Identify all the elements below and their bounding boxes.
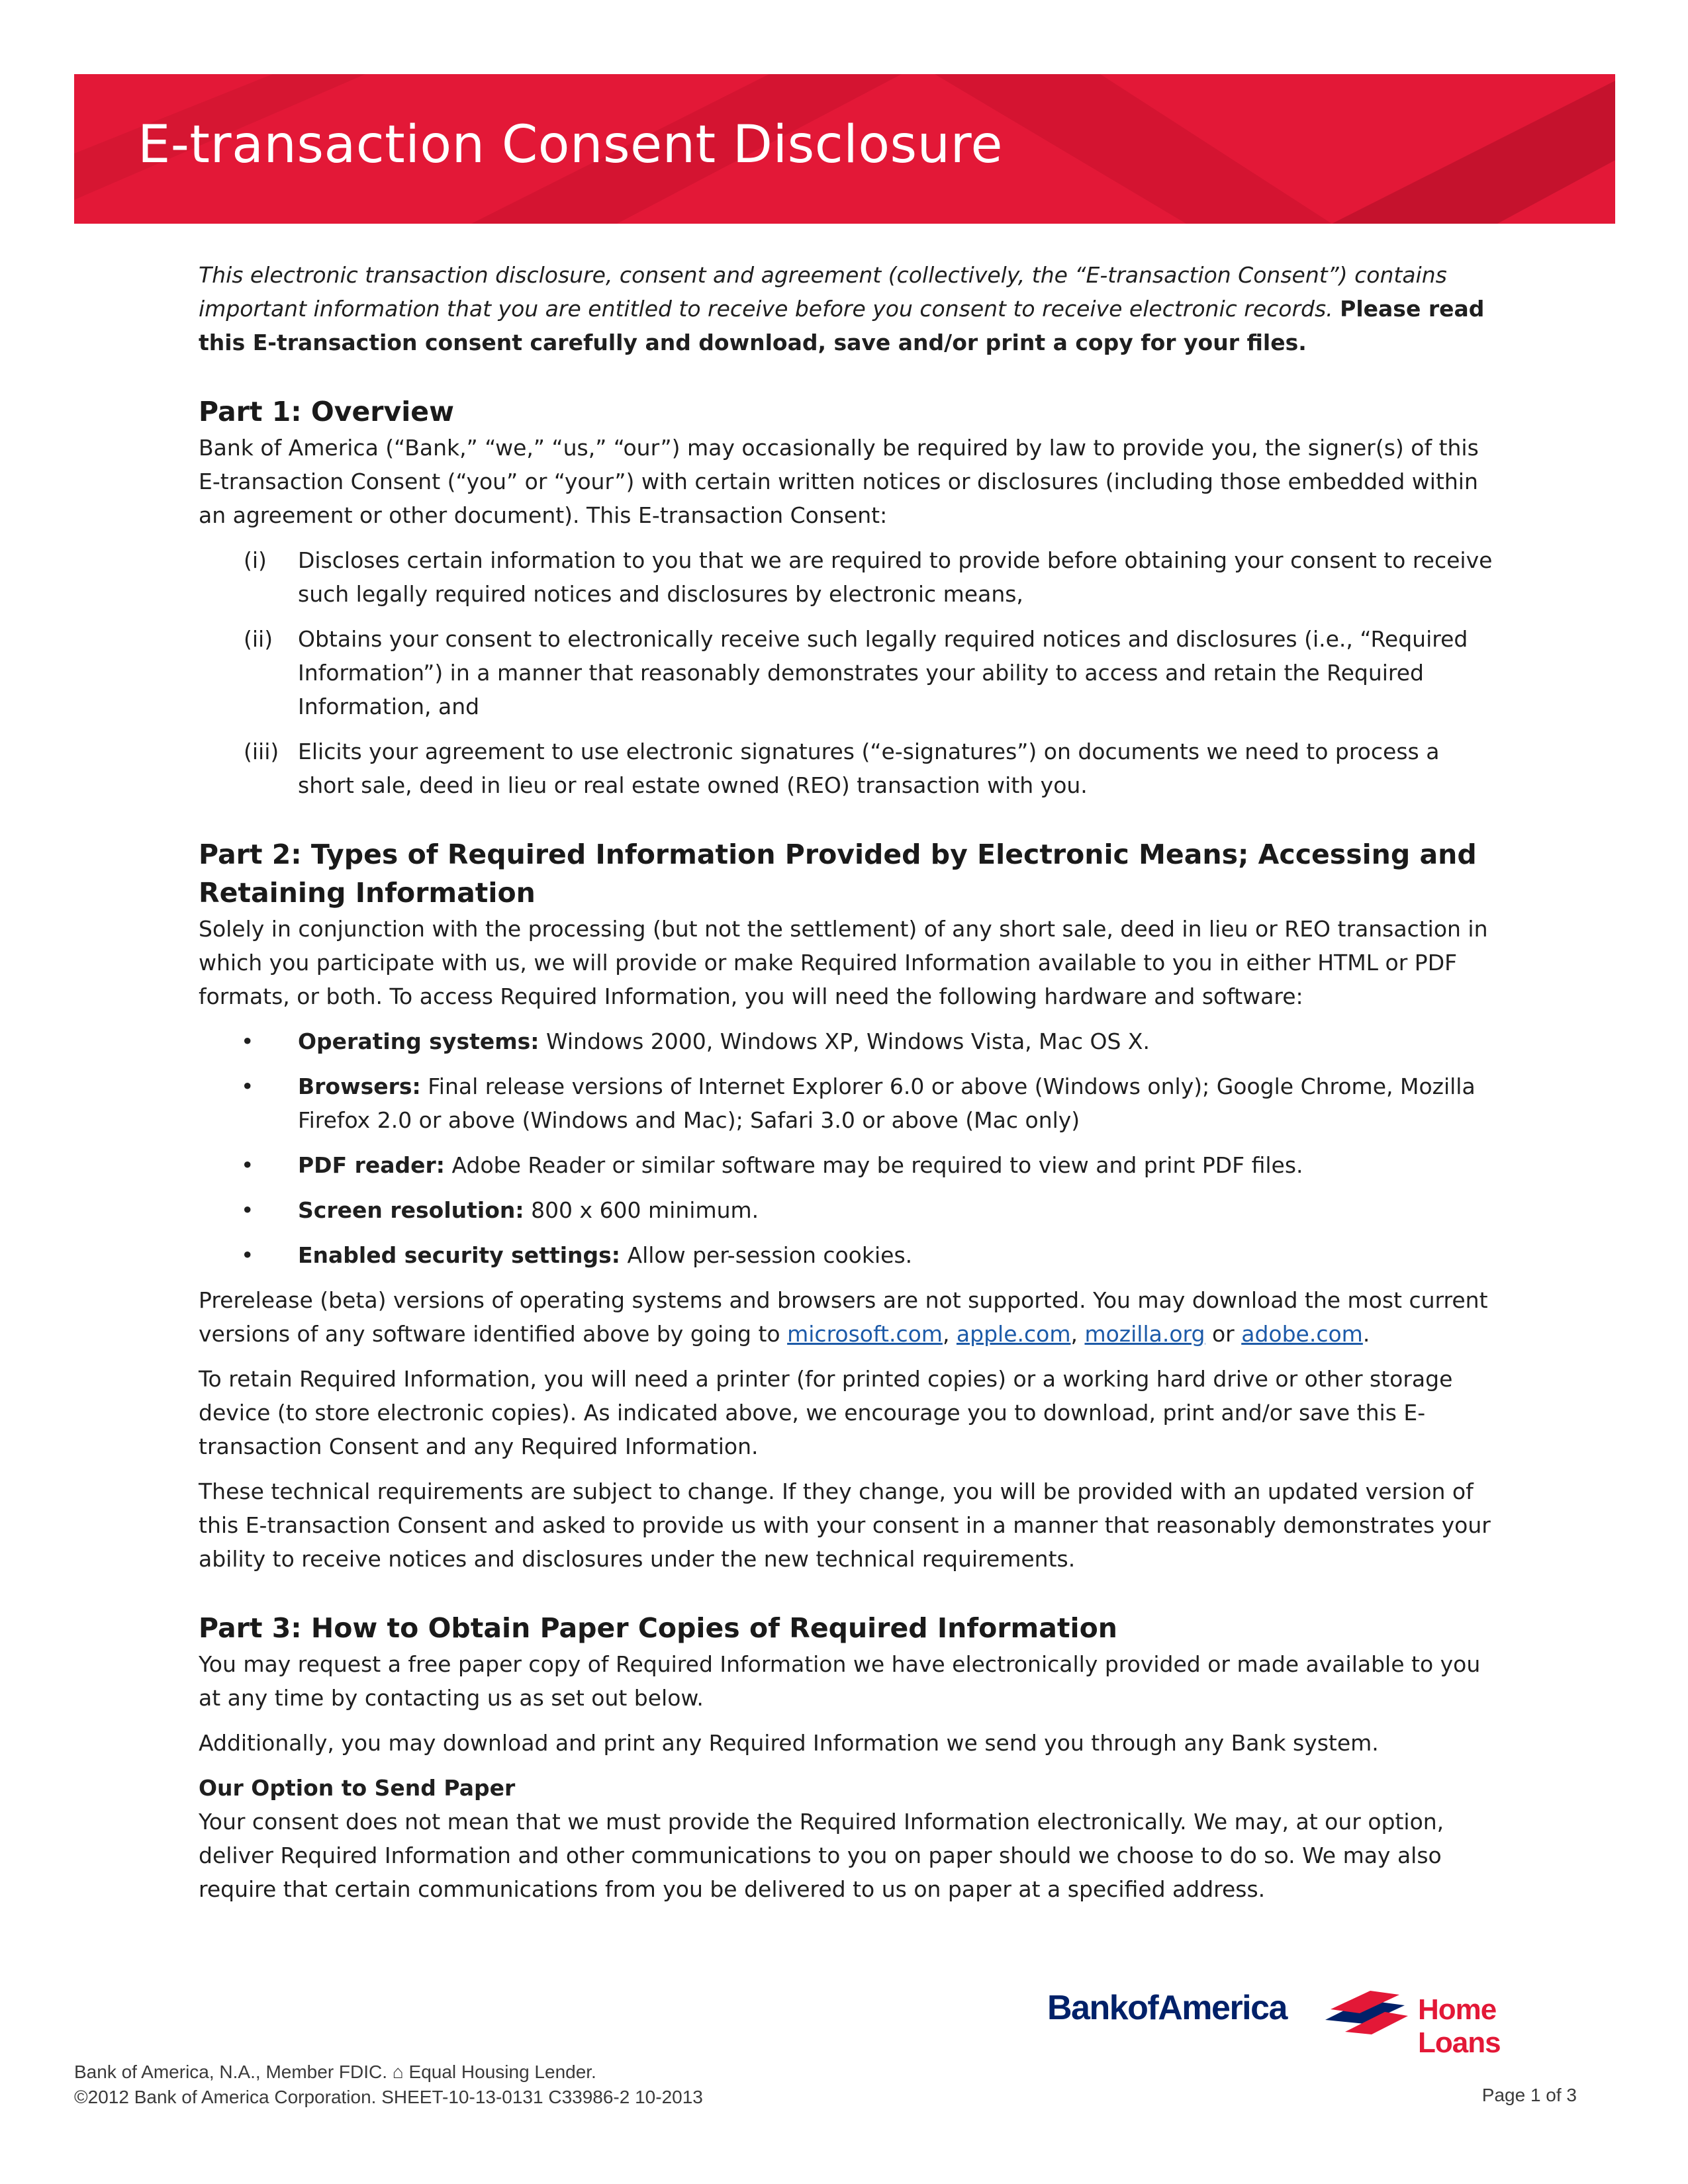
bullet-text: Final release versions of Internet Explorer 6.0 or above (Windows only); Google Chrome, Mozilla Firefox 2.0 or above (Windows and Mac); Safari 3.0 or above (Mac only) [298, 1073, 1476, 1133]
bullet-label: Browsers: [298, 1073, 421, 1099]
page-title: E-transaction Consent Disclosure [138, 115, 1003, 175]
link-adobe[interactable]: adobe.com [1241, 1321, 1363, 1347]
bullet-label: Screen resolution: [298, 1197, 524, 1223]
part2-heading: Part 2: Types of Required Information Provided by Electronic Means; Accessing and Retaining Information [199, 839, 1477, 909]
bullet-dot: • [241, 1152, 254, 1178]
footer-line1 [74, 2060, 703, 2085]
footer-lender: Equal Housing Lender. [408, 2062, 596, 2082]
list-number: (ii) [244, 626, 273, 652]
header-banner [74, 74, 1615, 224]
list-text: Elicits your agreement to use electronic signatures (“e-signatures”) on documents we need to process a short sale, deed in lieu or real estate owned (REO) transaction with you. [298, 739, 1440, 798]
part1-heading: Part 1: Overview [199, 396, 454, 428]
part3-subheading: Our Option to Send Paper [199, 1775, 516, 1801]
or-text: or [1211, 1321, 1235, 1347]
part3-body1: You may request a free paper copy of Required Information we have electronically provided or made available to you at any time by contacting us as set out below. [199, 1651, 1481, 1711]
bullet-dot: • [241, 1197, 254, 1223]
bullet-dot: • [241, 1028, 254, 1054]
logo-product: Home Loans [1418, 1993, 1501, 2059]
bullet-dot: • [241, 1073, 254, 1099]
intro-italic: This electronic transaction disclosure, consent and agreement (collectively, the “E-transaction Consent”) contains important information that you are entitled to receive before you consent to receive electronic records. [199, 262, 1447, 322]
document-body [199, 258, 1496, 1906]
list-number: (iii) [244, 739, 279, 764]
list-item [199, 543, 1496, 611]
footer [74, 2060, 703, 2110]
bullet-text: Adobe Reader or similar software may be required to view and print PDF files. [445, 1152, 1303, 1178]
bullet-label: Operating systems: [298, 1028, 539, 1054]
bullet-item [199, 1238, 1496, 1272]
bullet-text: Windows 2000, Windows XP, Windows Vista, Mac OS X. [539, 1028, 1150, 1054]
footer-member: Bank of America, N.A., Member FDIC. [74, 2062, 388, 2082]
list-item [199, 735, 1496, 802]
logo-wordmark: BankofAmerica [1047, 1989, 1287, 2027]
bullet-text: Allow per-session cookies. [620, 1242, 913, 1268]
house-icon: ⌂ [392, 2062, 404, 2082]
bullet-item [199, 1069, 1496, 1137]
bullet-label: Enabled security settings: [298, 1242, 621, 1268]
flag-icon [1319, 1985, 1411, 2038]
beta-text: Prerelease (beta) versions of operating systems and browsers are not supported. You may download the most current versions of any software identified above by going to [199, 1287, 1488, 1347]
list-item [199, 622, 1496, 723]
footer-line2: ©2012 Bank of America Corporation. SHEET-10-13-0131 C33986-2 10-2013 [74, 2087, 703, 2107]
page-number: Page 1 of 3 [1481, 2085, 1577, 2105]
link-apple[interactable]: apple.com [956, 1321, 1071, 1347]
bullet-dot: • [241, 1242, 254, 1268]
list-number: (i) [244, 547, 267, 573]
bullet-item [199, 1193, 1496, 1227]
link-microsoft[interactable]: microsoft.com [787, 1321, 943, 1347]
part3-heading: Part 3: How to Obtain Paper Copies of Required Information [199, 1612, 1117, 1644]
part2-body: Solely in conjunction with the processing (but not the settlement) of any short sale, deed in lieu or REO transaction in which you participate with us, we will provide or make Required Information available to you in either HTML or PDF formats, or both. To access Required Information, you will need the following hardware and software: [199, 916, 1488, 1009]
part3-body2: Additionally, you may download and print any Required Information we send you through any Bank system. [199, 1730, 1379, 1756]
link-mozilla[interactable]: mozilla.org [1084, 1321, 1205, 1347]
beta-paragraph: Prerelease (beta) versions of operating systems and browsers are not supported. You may download the most current versions of any software identified above by going to microsoft.com, apple.com, mozilla.org or adobe.com. [199, 1287, 1488, 1347]
list-text: Obtains your consent to electronically receive such legally required notices and disclosures (i.e., “Required Information”) in a manner that reasonably demonstrates your ability to access and retain the Required Information, and [298, 626, 1468, 719]
retain-paragraph: To retain Required Information, you will need a printer (for printed copies) or a working hard drive or other storage device (to store electronic copies). As indicated above, we encourage you to download, print and/or save this E-transaction Consent and any Required Information. [199, 1366, 1453, 1459]
list-text: Discloses certain information to you that we are required to provide before obtaining your consent to receive such legally required notices and disclosures by electronic means, [298, 547, 1493, 607]
bullet-item [199, 1148, 1496, 1182]
part3-body3: Your consent does not mean that we must provide the Required Information electronically. We may, at our option, deliver Required Information and other communications to you on paper should we choose to do so. We may also require that certain communications from you be delivered to us on paper at a specified address. [199, 1809, 1444, 1902]
bank-of-america-logo [1047, 1985, 1577, 2059]
intro-paragraph [199, 258, 1496, 359]
intro-bold: Please read this E-transaction consent carefully and download, save and/or print a copy for your files. [199, 296, 1485, 355]
bullet-label: PDF reader: [298, 1152, 445, 1178]
part1-body: Bank of America (“Bank,” “we,” “us,” “our”) may occasionally be required by law to provide you, the signer(s) of this E-transaction Consent (“you” or “your”) with certain written notices or disclosures (including those embedded within an agreement or other document). This E-transaction Consent: [199, 435, 1479, 528]
change-paragraph: These technical requirements are subject to change. If they change, you will be provided with an updated version of this E-transaction Consent and asked to provide us with your consent in a manner that reasonably demonstrates your ability to receive notices and disclosures under the new technical requirements. [199, 1479, 1491, 1572]
bullet-item [199, 1024, 1496, 1058]
bullet-text: 800 x 600 minimum. [524, 1197, 759, 1223]
